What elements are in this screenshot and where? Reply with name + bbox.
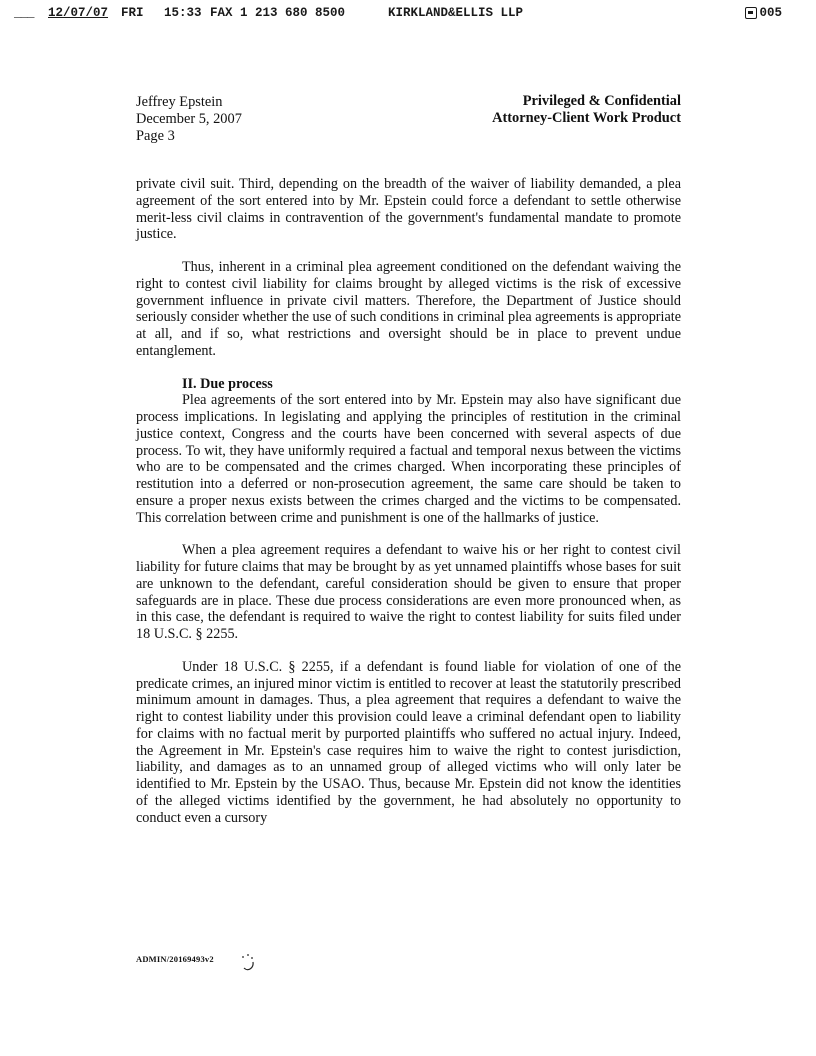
body-paragraph-3: Plea agreements of the sort entered into by Mr. Epstein may also have significant due process implications. In legislating and applying the principles of restitution in the criminal justice context, Congress and the courts have been concerned with several aspects of due process. To wit, they have uniformly required a factual and temporal nexus between the victims who are to be compensated and the crimes charged. When incorporating these principles of restitution into a deferred or non-prosecution agreement, the same care should be taken to ensure a proper nexus exists between the crimes charged and the victims to be compensated. This correlation between crime and punishment is one of the hallmarks of justice. bbox=[136, 392, 681, 526]
recipient-name: Jeffrey Epstein bbox=[136, 94, 223, 110]
page-label: Page 3 bbox=[136, 128, 175, 144]
letter-heading-left bbox=[136, 94, 242, 145]
body-paragraph-5: Under 18 U.S.C. § 2255, if a defendant is found liable for violation of one of the predicate crimes, an injured minor victim is entitled to recover at least the statutorily prescribed minimum amount in damages. Thus, a plea agreement that requires a defendant to waive the right to contest liability under this provision could leave a criminal defendant open to liability for claims with no factual merit by purported plaintiffs who suffered no actual injury. Indeed, the Agreement in Mr. Epstein's case requires him to waive the right to contest jurisdiction, liability, and damages as to an unnamed group of alleged victims who will only later be identified to Mr. Epstein by the USAO. Thus, because Mr. Epstein did not know the identities of the alleged victims identified by the government, he had absolutely no opportunity to conduct even a cursory bbox=[136, 658, 681, 826]
body-paragraph-2: Thus, inherent in a criminal plea agreement conditioned on the defendant waiving the right to contest civil liability for claims brought by alleged victims is the risk of excessive government influence in private civil matters. Therefore, the Department of Justice should seriously consider whether the use of such conditions in criminal plea agreements is appropriate at all, and if so, what restrictions and oversight should be in place to prevent undue entanglement. bbox=[136, 259, 681, 359]
fax-date: 12/07/07 bbox=[48, 6, 109, 20]
privilege-notice bbox=[492, 93, 681, 127]
fax-header-rule: ___ bbox=[14, 6, 34, 20]
fax-transmission-header bbox=[0, 6, 816, 26]
fax-day: FRI bbox=[121, 6, 144, 20]
body-paragraph-4: When a plea agreement requires a defendant to waive his or her right to contest civil liability for future claims that may be brought by as yet unnamed plaintiffs whose bases for suit are unknown to the defendant, careful consideration should be given to ensure that proper safeguards are in place. These due process considerations are even more pronounced when, as in this case, the defendant is required to waive the right to contest liability for suits filed under 18 U.S.C. § 2255. bbox=[136, 542, 681, 642]
privilege-line-2: Attorney-Client Work Product bbox=[492, 110, 681, 126]
body-paragraph-1: private civil suit. Third, depending on the breadth of the waiver of liability demanded, a plea agreement of the sort entered into by Mr. Epstein could force a defendant to settle otherwise merit-less civil claims in contravention of the government's fundamental mandate to promote justice. bbox=[136, 176, 681, 243]
fax-firm-name: KIRKLAND&ELLIS LLP bbox=[388, 6, 524, 20]
letter-body bbox=[136, 176, 681, 826]
letter-date: December 5, 2007 bbox=[136, 111, 242, 127]
section-heading-due-process: II. Due process bbox=[182, 375, 273, 392]
fax-time: 15:33 bbox=[164, 6, 202, 20]
fax-page-icon bbox=[745, 7, 757, 19]
fax-page-number: 005 bbox=[759, 6, 782, 20]
fax-page-indicator bbox=[745, 6, 782, 20]
scan-mark-icon bbox=[236, 950, 260, 974]
document-id: ADMIN/20169493v2 bbox=[136, 954, 214, 964]
privilege-line-1: Privileged & Confidential bbox=[522, 93, 681, 109]
fax-number: FAX 1 213 680 8500 bbox=[210, 6, 346, 20]
